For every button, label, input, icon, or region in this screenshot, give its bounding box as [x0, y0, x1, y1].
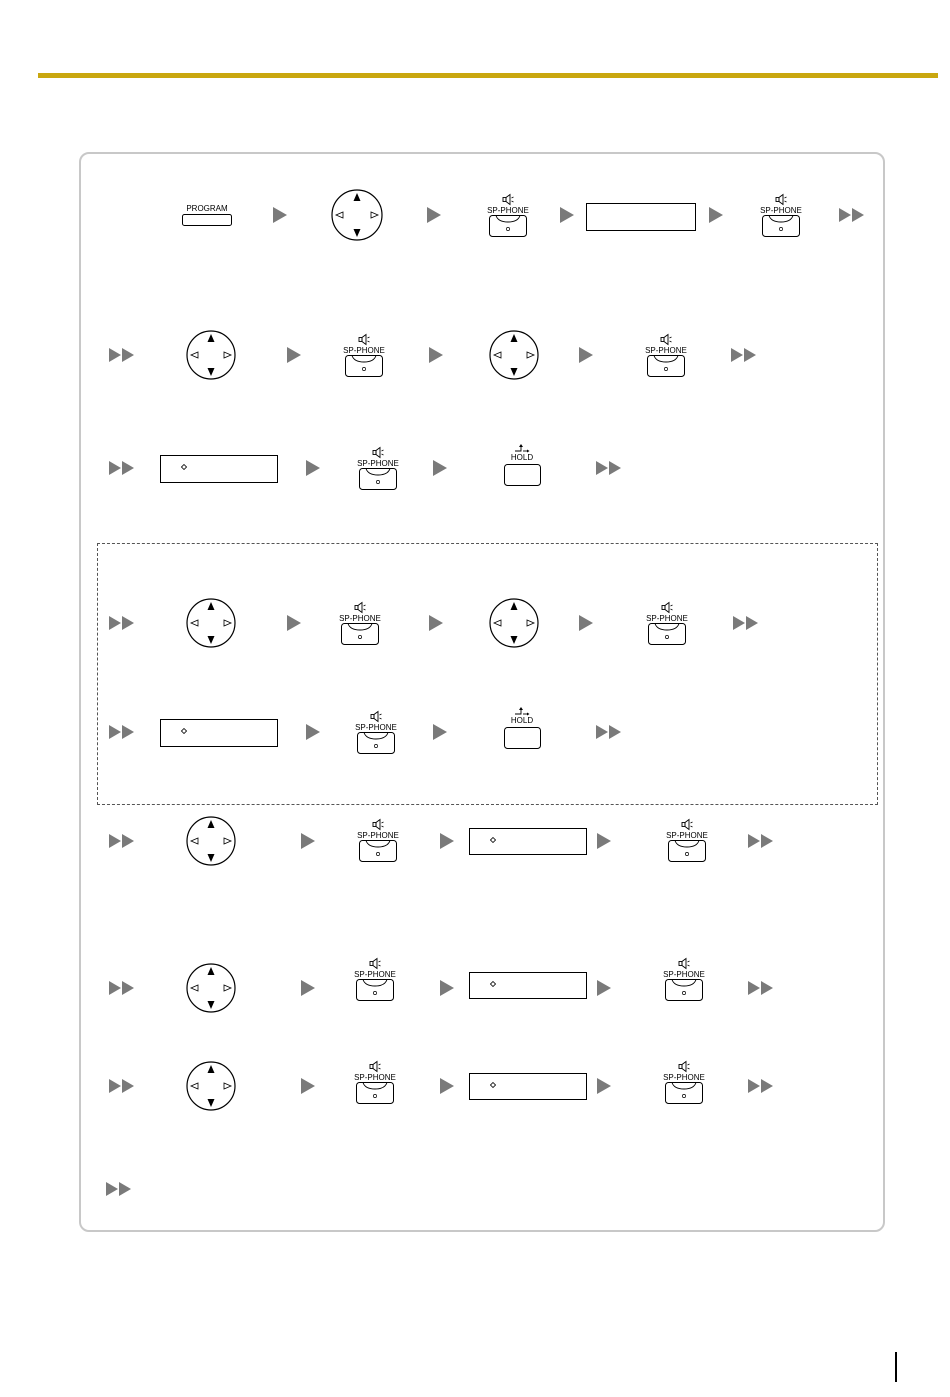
sp-phone-button[interactable] [642, 334, 690, 378]
navigator-key-icon[interactable] [186, 816, 236, 866]
display-entry-field[interactable] [160, 719, 278, 747]
key-label: SP-PHONE [354, 1073, 396, 1082]
navigator-key-icon[interactable] [331, 189, 383, 241]
speaker-icon [372, 447, 384, 458]
key-cap [489, 215, 527, 237]
navigator-key-icon[interactable] [186, 1061, 236, 1111]
triangle-right-icon [433, 724, 447, 740]
double-triangle-right-icon [839, 208, 865, 222]
cursor-icon [490, 1082, 496, 1088]
sp-phone-button[interactable] [660, 958, 708, 1002]
triangle-right-icon [433, 460, 447, 476]
triangle-right-icon [287, 615, 301, 631]
key-label: SP-PHONE [663, 1073, 705, 1082]
speaker-icon [369, 1061, 381, 1072]
speaker-icon [678, 958, 690, 969]
navigator-key-icon[interactable] [186, 598, 236, 648]
navigator-key-icon[interactable] [489, 598, 539, 648]
triangle-right-icon [287, 347, 301, 363]
speaker-icon [370, 711, 382, 722]
triangle-right-icon [560, 207, 574, 223]
triangle-right-icon [429, 347, 443, 363]
speaker-icon [369, 958, 381, 969]
key-cap [182, 214, 232, 226]
double-triangle-right-icon [596, 725, 622, 739]
page-margin-mark [895, 1352, 897, 1382]
double-triangle-right-icon [109, 1079, 135, 1093]
triangle-right-icon [429, 615, 443, 631]
sp-phone-button[interactable] [354, 447, 402, 491]
triangle-right-icon [579, 615, 593, 631]
triangle-right-icon [301, 1078, 315, 1094]
key-cap [359, 468, 397, 490]
hold-button[interactable] [502, 707, 542, 749]
sp-phone-button[interactable] [757, 194, 805, 238]
key-label: SP-PHONE [645, 346, 687, 355]
double-triangle-right-icon [731, 348, 757, 362]
sp-phone-button[interactable] [336, 602, 384, 646]
key-label: SP-PHONE [354, 970, 396, 979]
program-button[interactable] [181, 204, 233, 228]
sp-phone-button[interactable] [351, 958, 399, 1002]
key-cap [762, 215, 800, 237]
triangle-right-icon [306, 460, 320, 476]
key-cap [504, 727, 541, 749]
cursor-icon [181, 464, 187, 470]
triangle-right-icon [597, 1078, 611, 1094]
double-triangle-right-icon [748, 834, 774, 848]
navigator-key-icon[interactable] [186, 330, 236, 380]
speaker-icon [372, 819, 384, 830]
key-label: SP-PHONE [355, 723, 397, 732]
key-cap [665, 1082, 703, 1104]
double-triangle-right-icon [109, 725, 135, 739]
key-label: HOLD [510, 716, 534, 725]
triangle-right-icon [579, 347, 593, 363]
key-cap [356, 1082, 394, 1104]
speaker-icon [775, 194, 787, 205]
key-cap [356, 979, 394, 1001]
double-triangle-right-icon [106, 1182, 132, 1196]
sp-phone-button[interactable] [354, 819, 402, 863]
sp-phone-button[interactable] [351, 1061, 399, 1105]
speaker-icon [660, 334, 672, 345]
sp-phone-button[interactable] [663, 819, 711, 863]
sp-phone-button[interactable] [660, 1061, 708, 1105]
key-cap [341, 623, 379, 645]
triangle-right-icon [440, 1078, 454, 1094]
key-label: SP-PHONE [666, 831, 708, 840]
key-label: SP-PHONE [646, 614, 688, 623]
speaker-icon [358, 334, 370, 345]
speaker-icon [661, 602, 673, 613]
hold-icon [514, 707, 530, 716]
speaker-icon [502, 194, 514, 205]
optional-steps-box [97, 543, 878, 805]
double-triangle-right-icon [109, 461, 135, 475]
triangle-right-icon [301, 833, 315, 849]
triangle-right-icon [440, 833, 454, 849]
cursor-icon [490, 837, 496, 843]
key-label: SP-PHONE [663, 970, 705, 979]
key-cap [648, 623, 686, 645]
double-triangle-right-icon [109, 981, 135, 995]
cursor-icon [181, 728, 187, 734]
key-label: HOLD [510, 453, 534, 462]
display-entry-field[interactable] [160, 455, 278, 483]
double-triangle-right-icon [109, 616, 135, 630]
sp-phone-button[interactable] [643, 602, 691, 646]
header-rule [38, 73, 938, 78]
display-entry-field[interactable] [586, 203, 696, 231]
sp-phone-button[interactable] [484, 194, 532, 238]
navigator-key-icon[interactable] [489, 330, 539, 380]
key-cap [357, 732, 395, 754]
double-triangle-right-icon [748, 1079, 774, 1093]
double-triangle-right-icon [748, 981, 774, 995]
sp-phone-button[interactable] [352, 711, 400, 755]
triangle-right-icon [306, 724, 320, 740]
speaker-icon [678, 1061, 690, 1072]
key-cap [647, 355, 685, 377]
hold-button[interactable] [502, 444, 542, 486]
navigator-key-icon[interactable] [186, 963, 236, 1013]
speaker-icon [681, 819, 693, 830]
key-cap [668, 840, 706, 862]
key-cap [345, 355, 383, 377]
key-cap [665, 979, 703, 1001]
double-triangle-right-icon [109, 348, 135, 362]
sp-phone-button[interactable] [340, 334, 388, 378]
triangle-right-icon [597, 980, 611, 996]
double-triangle-right-icon [109, 834, 135, 848]
double-triangle-right-icon [596, 461, 622, 475]
display-entry-field[interactable] [469, 972, 587, 999]
key-label: SP-PHONE [343, 346, 385, 355]
hold-icon [514, 444, 530, 453]
cursor-icon [490, 981, 496, 987]
triangle-right-icon [440, 980, 454, 996]
display-entry-field[interactable] [469, 1073, 587, 1100]
key-label: SP-PHONE [357, 459, 399, 468]
key-label: SP-PHONE [760, 206, 802, 215]
key-label: SP-PHONE [357, 831, 399, 840]
triangle-right-icon [597, 833, 611, 849]
key-cap [359, 840, 397, 862]
triangle-right-icon [301, 980, 315, 996]
display-entry-field[interactable] [469, 828, 587, 855]
triangle-right-icon [427, 207, 441, 223]
triangle-right-icon [709, 207, 723, 223]
key-label: PROGRAM [186, 204, 228, 213]
double-triangle-right-icon [733, 616, 759, 630]
triangle-right-icon [273, 207, 287, 223]
speaker-icon [354, 602, 366, 613]
key-label: SP-PHONE [487, 206, 529, 215]
key-label: SP-PHONE [339, 614, 381, 623]
key-cap [504, 464, 541, 486]
